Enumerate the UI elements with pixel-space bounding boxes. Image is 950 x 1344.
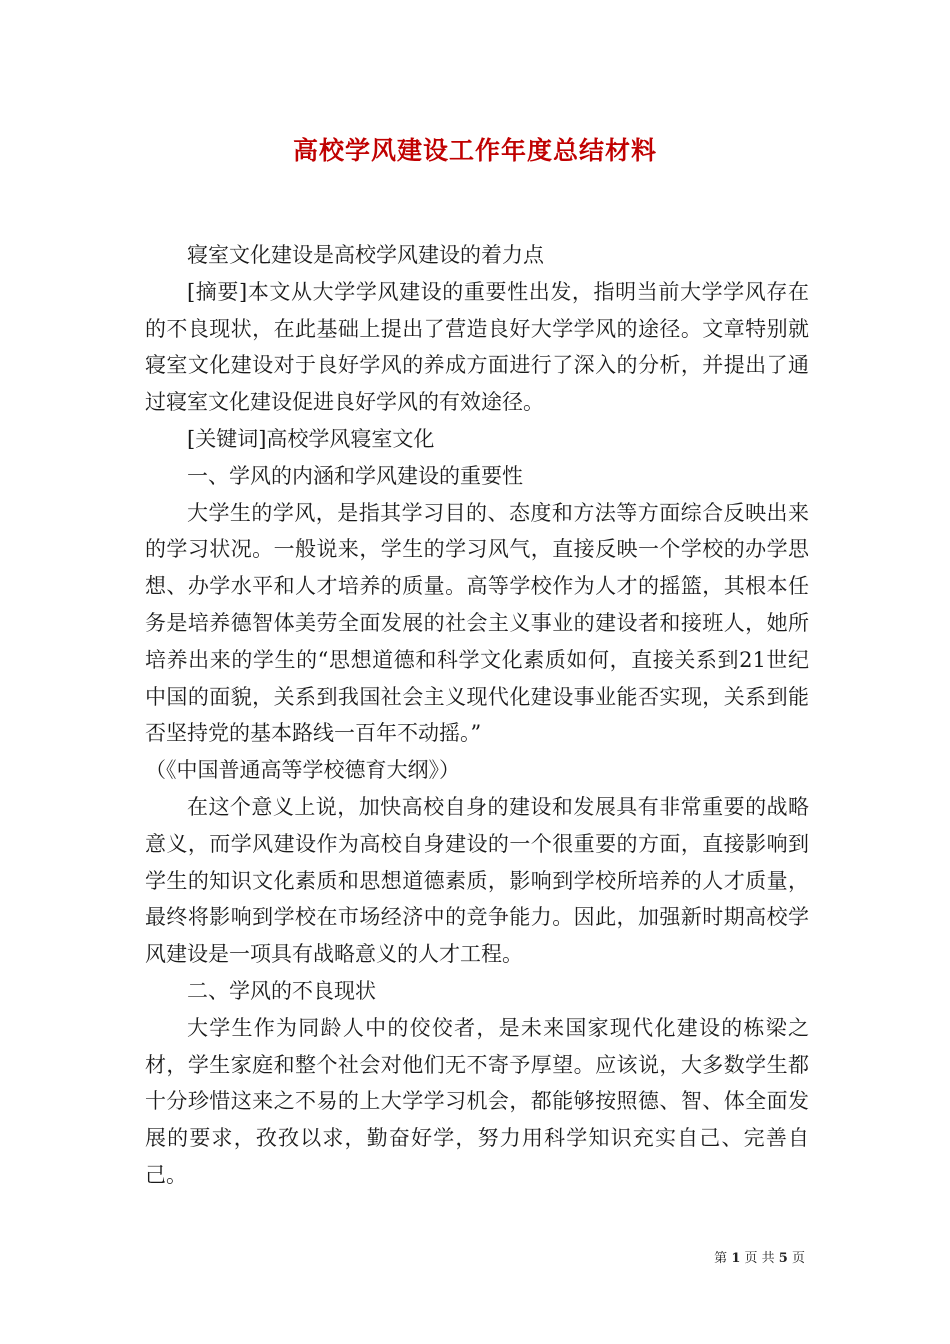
section-heading-dormitory: 寝室文化建设是高校学风建设的着力点 xyxy=(187,243,544,267)
footer-current-page: 1 xyxy=(731,1251,741,1266)
footer-total-pages: 5 xyxy=(778,1251,788,1266)
body-paragraph: 在这个意义上说，加快高校自身的建设和发展具有非常重要的战略意义，而学风建设作为高校自身建设的一个很重要的方面，直接影响到学生的知识文化素质和思想道德素质，影响到学校所培养的人才质量，最终将影响到学校在市场经济中的竞争能力。因此，加强新时期高校学风建设是一项具有战略意义的人才工程。 xyxy=(145,794,809,967)
citation-paragraph: （《中国普通高等学校德育大纲》） xyxy=(145,758,460,783)
page-footer xyxy=(714,1247,805,1266)
body-paragraph: 大学生作为同龄人中的佼佼者，是未来国家现代化建设的栋梁之材，学生家庭和整个社会对他们无不寄予厚望。应该说，大多数学生都十分珍惜这来之不易的上大学学习机会，都能够按照德、智、体全面发展的要求，孜孜以求，勤奋好学，努力用科学知识充实自己、完善自己。 xyxy=(145,1015,809,1187)
section-heading-1: 一、学风的内涵和学风建设的重要性 xyxy=(187,463,523,488)
body-paragraph: 大学生的学风，是指其学习目的、态度和方法等方面综合反映出来的学习状况。一般说来，学生的学习风气，直接反映一个学校的办学思想、办学水平和人才培养的质量。高等学校作为人才的摇篮，其根本任务是培养德智体美劳全面发展的社会主义事业的建设者和接班人，她所培养出来的学生的“思想道德和科学文化素质如何，直接关系到21世纪中国的面貌，关系到我国社会主义现代化建设事业能否实现，关系到能否坚持党的基本路线一百年不动摇。” xyxy=(145,500,809,746)
footer-suffix: 页 xyxy=(791,1251,805,1266)
footer-middle: 页 共 xyxy=(744,1251,775,1266)
document-title: 高校学风建设工作年度总结材料 xyxy=(292,136,657,165)
abstract-paragraph: [摘要]本文从大学学风建设的重要性出发，指明当前大学学风存在的不良现状，在此基础上提出了营造良好大学学风的途径。文章特别就寝室文化建设对于良好学风的养成方面进行了深入的分析，并提出了通过寝室文化建设促进良好学风的有效途径。 xyxy=(145,279,809,415)
section-heading-2: 二、学风的不良现状 xyxy=(187,978,376,1003)
footer-prefix: 第 xyxy=(714,1251,728,1266)
document-body xyxy=(145,237,809,1194)
keywords-paragraph: [关键词]高校学风寝室文化 xyxy=(187,426,435,451)
